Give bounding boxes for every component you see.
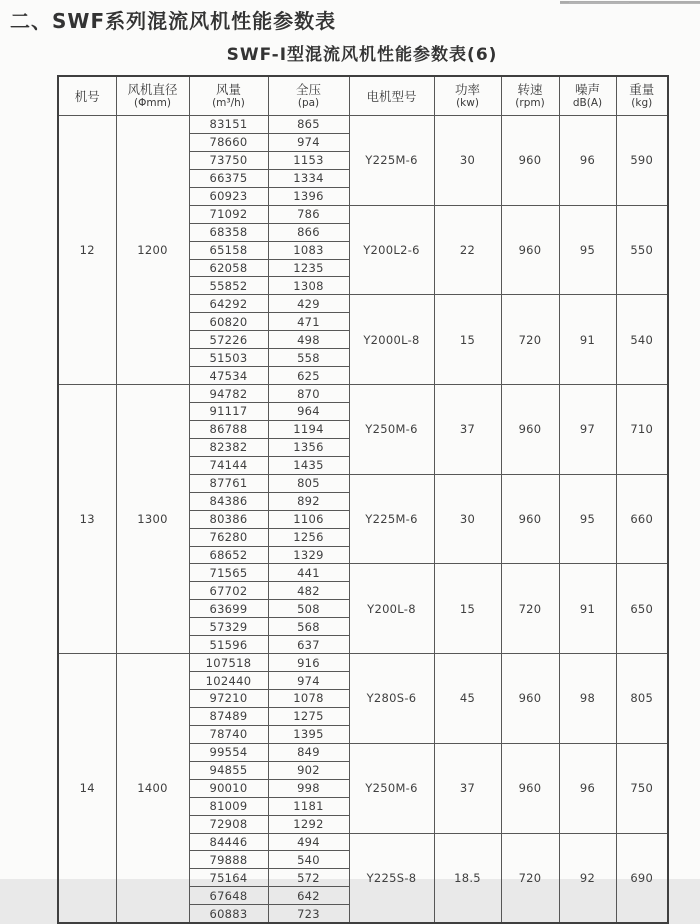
pressure-cell: 1435	[268, 456, 349, 474]
column-unit: (kw)	[456, 97, 479, 109]
power-cell: 30	[434, 116, 501, 206]
noise-cell: 92	[559, 833, 616, 923]
pressure-cell: 429	[268, 295, 349, 313]
air-volume-cell: 76280	[189, 528, 268, 546]
column-unit: (pa)	[297, 97, 320, 109]
speed-cell: 960	[501, 654, 559, 744]
speed-cell: 960	[501, 474, 559, 564]
table-header	[58, 76, 668, 116]
power-cell: 37	[434, 743, 501, 833]
noise-cell: 96	[559, 743, 616, 833]
pressure-cell: 866	[268, 223, 349, 241]
weight-cell: 540	[616, 295, 668, 385]
pressure-cell: 998	[268, 779, 349, 797]
air-volume-cell: 71565	[189, 564, 268, 582]
air-volume-cell: 57329	[189, 618, 268, 636]
pressure-cell: 637	[268, 636, 349, 654]
air-volume-cell: 47534	[189, 367, 268, 385]
header-row	[58, 76, 668, 116]
air-volume-cell: 60923	[189, 187, 268, 205]
weight-cell: 750	[616, 743, 668, 833]
air-volume-cell: 99554	[189, 743, 268, 761]
pressure-cell: 964	[268, 403, 349, 421]
speed-cell: 720	[501, 833, 559, 923]
column-header-motor-model	[349, 76, 434, 116]
power-cell: 45	[434, 654, 501, 744]
weight-cell: 590	[616, 116, 668, 206]
air-volume-cell: 94855	[189, 761, 268, 779]
column-label: 风机直径	[127, 82, 178, 97]
air-volume-cell: 75164	[189, 869, 268, 887]
air-volume-cell: 68652	[189, 546, 268, 564]
table-title: SWF-I型混流风机性能参数表(6)	[226, 45, 498, 65]
fan-size-cell: 14	[58, 654, 116, 924]
air-volume-cell: 102440	[189, 672, 268, 690]
column-header-speed	[501, 76, 559, 116]
table-row	[58, 385, 668, 403]
column-unit: dB(A)	[572, 97, 603, 109]
air-volume-cell: 62058	[189, 259, 268, 277]
column-header-noise	[559, 76, 616, 116]
air-volume-cell: 67648	[189, 887, 268, 905]
speed-cell: 960	[501, 385, 559, 475]
air-volume-cell: 78740	[189, 725, 268, 743]
air-volume-cell: 60883	[189, 905, 268, 923]
air-volume-cell: 71092	[189, 205, 268, 223]
speed-cell: 720	[501, 295, 559, 385]
air-volume-cell: 79888	[189, 851, 268, 869]
weight-cell: 650	[616, 564, 668, 654]
air-volume-cell: 74144	[189, 456, 268, 474]
pressure-cell: 892	[268, 492, 349, 510]
speed-cell: 960	[501, 743, 559, 833]
pressure-cell: 482	[268, 582, 349, 600]
speed-cell: 960	[501, 116, 559, 206]
motor-model-cell: Y2000L-8	[349, 295, 434, 385]
pressure-cell: 441	[268, 564, 349, 582]
column-label: 转速	[517, 82, 543, 97]
pressure-cell: 1334	[268, 169, 349, 187]
power-cell: 18.5	[434, 833, 501, 923]
noise-cell: 91	[559, 295, 616, 385]
column-label: 机号	[74, 88, 100, 104]
column-label: 功率	[454, 82, 480, 97]
pressure-cell: 498	[268, 331, 349, 349]
fan-size-cell: 13	[58, 385, 116, 654]
air-volume-cell: 68358	[189, 223, 268, 241]
fan-diameter-cell: 1200	[116, 116, 189, 385]
column-label: 重量	[629, 82, 655, 97]
column-unit: (rpm)	[515, 97, 545, 109]
air-volume-cell: 94782	[189, 385, 268, 403]
table-row	[58, 654, 668, 672]
fan-diameter-cell: 1300	[116, 385, 189, 654]
noise-cell: 97	[559, 385, 616, 475]
power-cell: 15	[434, 564, 501, 654]
pressure-cell: 786	[268, 205, 349, 223]
pressure-cell: 642	[268, 887, 349, 905]
pressure-cell: 974	[268, 133, 349, 151]
scan-artifact	[140, 0, 560, 4]
air-volume-cell: 107518	[189, 654, 268, 672]
pressure-cell: 1256	[268, 528, 349, 546]
air-volume-cell: 51503	[189, 349, 268, 367]
pressure-cell: 471	[268, 313, 349, 331]
noise-cell: 91	[559, 564, 616, 654]
column-header-fan-diameter	[116, 76, 189, 116]
air-volume-cell: 78660	[189, 133, 268, 151]
pressure-cell: 540	[268, 851, 349, 869]
air-volume-cell: 57226	[189, 331, 268, 349]
pressure-cell: 865	[268, 116, 349, 134]
air-volume-cell: 83151	[189, 116, 268, 134]
weight-cell: 710	[616, 385, 668, 475]
noise-cell: 98	[559, 654, 616, 744]
weight-cell: 805	[616, 654, 668, 744]
pressure-cell: 558	[268, 349, 349, 367]
column-label: 电机型号	[366, 88, 417, 104]
motor-model-cell: Y225M-6	[349, 116, 434, 206]
pressure-cell: 1106	[268, 510, 349, 528]
air-volume-cell: 72908	[189, 815, 268, 833]
speed-cell: 720	[501, 564, 559, 654]
air-volume-cell: 60820	[189, 313, 268, 331]
pressure-cell: 870	[268, 385, 349, 403]
motor-model-cell: Y225S-8	[349, 833, 434, 923]
column-header-fan-size	[58, 76, 116, 116]
pressure-cell: 723	[268, 905, 349, 923]
pressure-cell: 1356	[268, 438, 349, 456]
pressure-cell: 625	[268, 367, 349, 385]
air-volume-cell: 84386	[189, 492, 268, 510]
weight-cell: 660	[616, 474, 668, 564]
air-volume-cell: 66375	[189, 169, 268, 187]
column-unit: (kg)	[631, 97, 653, 109]
air-volume-cell: 87761	[189, 474, 268, 492]
pressure-cell: 974	[268, 672, 349, 690]
power-cell: 37	[434, 385, 501, 475]
column-header-power	[434, 76, 501, 116]
motor-model-cell: Y280S-6	[349, 654, 434, 744]
noise-cell: 95	[559, 205, 616, 295]
performance-table	[57, 75, 669, 924]
air-volume-cell: 87489	[189, 707, 268, 725]
noise-cell: 96	[559, 116, 616, 206]
noise-cell: 95	[559, 474, 616, 564]
motor-model-cell: Y225M-6	[349, 474, 434, 564]
air-volume-cell: 91117	[189, 403, 268, 421]
air-volume-cell: 86788	[189, 420, 268, 438]
column-unit: (Φmm)	[134, 97, 171, 109]
pressure-cell: 1078	[268, 690, 349, 708]
pressure-cell: 849	[268, 743, 349, 761]
pressure-cell: 1396	[268, 187, 349, 205]
weight-cell: 550	[616, 205, 668, 295]
fan-diameter-cell: 1400	[116, 654, 189, 924]
pressure-cell: 572	[268, 869, 349, 887]
motor-model-cell: Y250M-6	[349, 385, 434, 475]
column-label: 全压	[295, 82, 321, 97]
power-cell: 30	[434, 474, 501, 564]
speed-cell: 960	[501, 205, 559, 295]
air-volume-cell: 67702	[189, 582, 268, 600]
pressure-cell: 1194	[268, 420, 349, 438]
pressure-cell: 1235	[268, 259, 349, 277]
air-volume-cell: 65158	[189, 241, 268, 259]
air-volume-cell: 63699	[189, 600, 268, 618]
table-body	[58, 116, 668, 924]
column-label: 风量	[215, 82, 241, 97]
pressure-cell: 916	[268, 654, 349, 672]
column-unit: (m³/h)	[212, 97, 245, 109]
column-header-air-volume	[189, 76, 268, 116]
column-header-weight	[616, 76, 668, 116]
pressure-cell: 1329	[268, 546, 349, 564]
pressure-cell: 1395	[268, 725, 349, 743]
pressure-cell: 1308	[268, 277, 349, 295]
motor-model-cell: Y250M-6	[349, 743, 434, 833]
air-volume-cell: 90010	[189, 779, 268, 797]
air-volume-cell: 82382	[189, 438, 268, 456]
motor-model-cell: Y200L2-6	[349, 205, 434, 295]
weight-cell: 690	[616, 833, 668, 923]
air-volume-cell: 80386	[189, 510, 268, 528]
air-volume-cell: 84446	[189, 833, 268, 851]
air-volume-cell: 81009	[189, 797, 268, 815]
page-title: 二、SWF系列混流风机性能参数表	[10, 9, 337, 33]
pressure-cell: 1153	[268, 151, 349, 169]
power-cell: 22	[434, 205, 501, 295]
pressure-cell: 568	[268, 618, 349, 636]
pressure-cell: 1275	[268, 707, 349, 725]
motor-model-cell: Y200L-8	[349, 564, 434, 654]
air-volume-cell: 73750	[189, 151, 268, 169]
air-volume-cell: 55852	[189, 277, 268, 295]
pressure-cell: 1292	[268, 815, 349, 833]
air-volume-cell: 97210	[189, 690, 268, 708]
pressure-cell: 494	[268, 833, 349, 851]
column-header-total-pressure	[268, 76, 349, 116]
pressure-cell: 805	[268, 474, 349, 492]
pressure-cell: 1181	[268, 797, 349, 815]
pressure-cell: 508	[268, 600, 349, 618]
column-label: 噪声	[574, 82, 600, 97]
fan-size-cell: 12	[58, 116, 116, 385]
air-volume-cell: 51596	[189, 636, 268, 654]
air-volume-cell: 64292	[189, 295, 268, 313]
table-row	[58, 116, 668, 134]
pressure-cell: 902	[268, 761, 349, 779]
pressure-cell: 1083	[268, 241, 349, 259]
power-cell: 15	[434, 295, 501, 385]
